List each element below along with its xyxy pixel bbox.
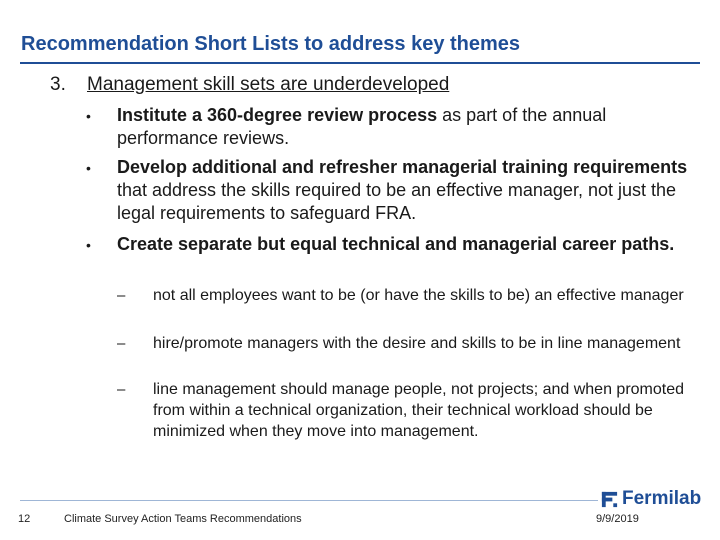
bullet-bold-text: Institute a 360-degree review process xyxy=(117,105,438,125)
footer-divider xyxy=(20,500,598,501)
bullet-bold-text: Develop additional and refresher managerial training requirements xyxy=(117,157,688,177)
fermilab-logo xyxy=(600,488,701,510)
footer-text: Climate Survey Action Teams Recommendations xyxy=(64,513,302,525)
fermilab-logo-icon xyxy=(600,490,619,509)
bullet-item xyxy=(117,233,702,256)
logo-text: Fermilab xyxy=(622,488,702,509)
dash-marker: – xyxy=(117,335,126,352)
dash-marker: – xyxy=(117,381,126,398)
bullet-item xyxy=(117,104,702,150)
bullet-text: that address the skills required to be an effective manager, not just the legal requirements to safeguard FRA. xyxy=(117,180,677,223)
bullet-text: as part of the annual performance reviews. xyxy=(117,105,607,148)
title-divider xyxy=(20,62,700,64)
bullet-marker: • xyxy=(86,108,91,124)
bullet-item xyxy=(117,156,702,225)
dash-marker: – xyxy=(117,287,126,304)
item-number: 3. xyxy=(50,74,66,95)
item-text: Management skill sets are underdeveloped xyxy=(87,74,450,95)
footer-date: 9/9/2019 xyxy=(596,513,639,525)
numbered-item xyxy=(50,74,449,96)
page-number: 12 xyxy=(18,513,31,525)
sub-bullet-item: not all employees want to be (or have the skills to be) an effective manager xyxy=(153,287,684,304)
bullet-bold-text: Create separate but equal technical and managerial career paths. xyxy=(117,234,675,254)
sub-bullet-item: line management should manage people, not projects; and when promoted from within a technical organization, their technical workload should be minimized when they move into management. xyxy=(153,381,685,440)
sub-bullet-item: hire/promote managers with the desire and skills to be in line management xyxy=(153,335,681,352)
bullet-marker: • xyxy=(86,237,91,253)
slide-title: Recommendation Short Lists to address key themes xyxy=(21,33,521,55)
bullet-marker: • xyxy=(86,160,91,176)
